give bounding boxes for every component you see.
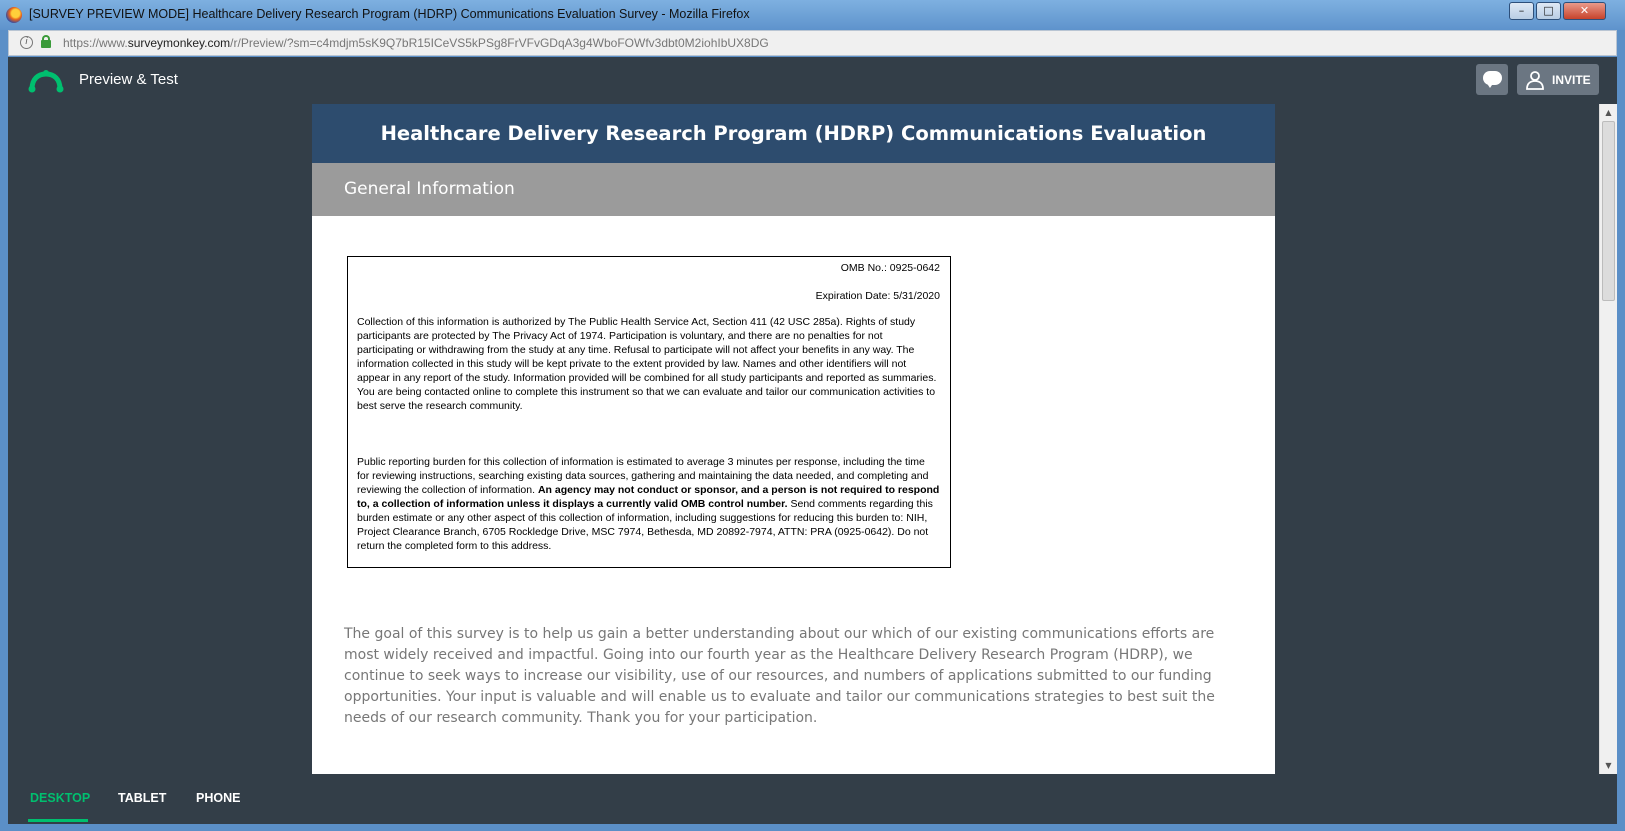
tab-phone[interactable]: PHONE (196, 791, 241, 805)
section-title: General Information (312, 163, 1275, 216)
preview-stage (8, 104, 1599, 774)
tab-desktop[interactable]: DESKTOP (30, 791, 91, 805)
burden-start: Public reporting burden for this collection of information is estimated to average 3 minutes per response, including the time for reviewing instructions, searching existing data sources, gathering and maintaining the data needed, and completing and reviewing the collection of information. (357, 456, 929, 496)
omb-expiration: Expiration Date: 5/31/2020 (815, 290, 940, 302)
window-titlebar (0, 0, 1625, 30)
survey-title: Healthcare Delivery Research Program (HDRP) Communications Evaluation (312, 104, 1275, 163)
url-prefix: https://www. (63, 36, 128, 50)
url-path: /r/Preview/?sm=c4mdjm5sK9Q7bR15ICeVS5kPSg8FrVFvGDqA3g4WboFOWfv3dbt0M2iohIbUX8DG (230, 36, 769, 50)
firefox-icon (6, 7, 22, 23)
omb-burden-text (357, 455, 940, 553)
app-header (8, 57, 1617, 104)
close-button[interactable]: ✕ (1563, 2, 1606, 20)
page-title: Preview & Test (79, 71, 178, 88)
tab-tablet[interactable]: TABLET (118, 791, 167, 805)
burden-bold: An agency may not conduct or sponsor, and a person is not required to respond to, a collection of information unless it displays a currently valid OMB control number. (357, 484, 940, 510)
vertical-scrollbar[interactable] (1599, 104, 1617, 774)
scroll-thumb[interactable] (1602, 121, 1615, 301)
lock-icon (41, 40, 51, 48)
omb-authority-text: Collection of this information is authorized by The Public Health Service Act, Section 411 (42 USC 285a). Rights of study participants are protected by The Privacy Act of 1974. Participation is voluntary, and there are no penalties for not participating or withdrawing from the study at any time. Refusal to participate will not affect your benefits in any way. The information collected in this study will be kept private to the extent provided by law. Names and other identifiers will not appear in any report of the study. Information provided will be combined for all study participants and reported as summaries. You are being contacted online to complete this instrument so that we can evaluate and tailor our communication activities to best serve the research community. (357, 316, 937, 412)
active-tab-indicator (28, 819, 88, 822)
url-text[interactable] (63, 36, 769, 50)
url-domain: surveymonkey.com (127, 36, 231, 50)
invite-button[interactable] (1517, 64, 1599, 95)
survey-card (312, 104, 1275, 774)
window-title: [SURVEY PREVIEW MODE] Healthcare Delivery Research Program (HDRP) Communications Evaluation Survey - Mozilla Firefox (29, 7, 750, 21)
omb-notice (347, 256, 951, 568)
minimize-button[interactable]: – (1509, 2, 1534, 20)
chat-button[interactable] (1476, 64, 1508, 95)
invite-label: INVITE (1552, 73, 1591, 87)
intro-text: The goal of this survey is to help us gain a better understanding about our which of our existing communications efforts are most widely received and impactful. Going into our fourth year as the Healthcare Delivery Research Program (HDRP), we continue to seek ways to increase our visibility, use of our resources, and numbers of applications submitted to our funding opportunities. Your input is valuable and will enable us to evaluate and tailor our communications strategies to best suit the needs of our research community. Thank you for your participation. (344, 626, 1215, 726)
scroll-up-icon[interactable]: ▲ (1605, 108, 1612, 117)
maximize-button[interactable]: □ (1536, 2, 1561, 20)
surveymonkey-logo[interactable] (28, 69, 64, 93)
address-bar[interactable] (8, 30, 1617, 56)
device-footer (8, 774, 1617, 824)
info-icon[interactable]: i (20, 36, 33, 49)
scroll-down-icon[interactable]: ▼ (1605, 761, 1612, 770)
person-icon (1525, 70, 1545, 90)
app-frame (8, 57, 1617, 824)
burden-end: Send comments regarding this burden estimate or any other aspect of this collection of information, including suggestions for reducing this burden to: NIH, Project Clearance Branch, 6705 Rockledge Drive, MSC 7974, Bethesda, MD 20892-7974, ATTN: PRA (0925-0642). Do not return the completed form to this address. (357, 498, 933, 552)
chat-icon-tail (1486, 82, 1494, 88)
omb-number: OMB No.: 0925-0642 (840, 262, 940, 274)
